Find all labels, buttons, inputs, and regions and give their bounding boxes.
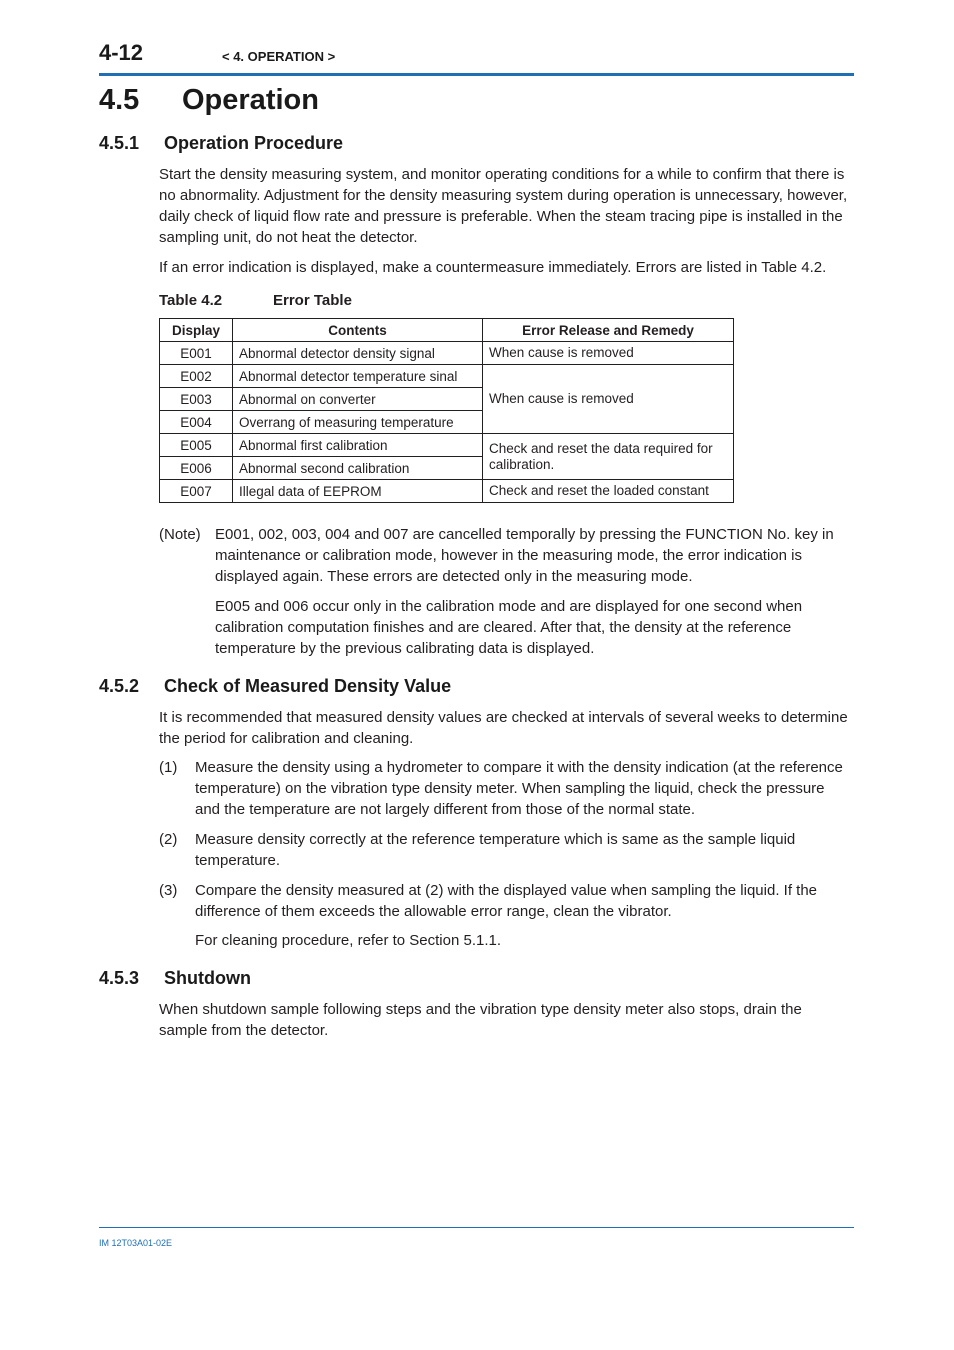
error-table: [159, 318, 734, 503]
paragraph-check-intro: It is recommended that measured density values are checked at intervals of several weeks to determine the period for calibration and cleaning.: [159, 709, 848, 747]
error-remedy: Check and reset the data required for calibration.: [483, 434, 734, 480]
section-title-text: Operation: [182, 84, 319, 116]
note-paragraph-1: E001, 002, 003, 004 and 007 are cancelled temporally by pressing the FUNCTION No. key in maintenance or calibration mode, however in the measuring mode, the error indication is displayed again. These errors are detected only in the measuring mode.: [215, 526, 834, 585]
error-remedy: Check and reset the loaded constant: [483, 480, 734, 503]
error-code: E006: [160, 457, 233, 480]
note-paragraph-2: E005 and 006 occur only in the calibration mode and are displayed for one second when calibration computation finishes and are cleared. After that, the density at the reference temperature by the previous calibrating data is displayed.: [215, 598, 803, 657]
subsection-number: 4.5.2: [99, 676, 140, 696]
list-item: Compare the density measured at (2) with the displayed value when sampling the liquid. If the difference of them exceeds the allowable error range, clean the vibrator.: [195, 882, 818, 920]
error-contents: Abnormal on converter: [233, 388, 483, 411]
table-row: [160, 365, 734, 388]
error-remedy: When cause is removed: [483, 342, 734, 365]
error-remedy: When cause is removed: [483, 365, 734, 434]
table-caption: [159, 292, 352, 309]
cleaning-reference: For cleaning procedure, refer to Section 5.1.1.: [195, 932, 502, 949]
footer-rule: [99, 1227, 854, 1228]
subsection-number: 4.5.3: [99, 968, 140, 988]
paragraph-shutdown: When shutdown sample following steps and the vibration type density meter also stops, drain the sample from the detector.: [159, 1001, 802, 1039]
list-item-number: (1): [159, 759, 178, 776]
error-contents: Overrang of measuring temperature: [233, 411, 483, 434]
note-label: (Note): [159, 526, 201, 543]
table-title: Error Table: [273, 292, 352, 309]
paragraph-error-reference: If an error indication is displayed, make a countermeasure immediately. Errors are listed in Table 4.2.: [159, 259, 827, 276]
page-number: 4-12: [99, 40, 144, 65]
subsection-title: Check of Measured Density Value: [164, 676, 452, 696]
header-display: Display: [160, 319, 233, 342]
error-contents: Abnormal first calibration: [233, 434, 483, 457]
list-item: Measure the density using a hydrometer to compare it with the density indication (at the reference temperature) on the vibration type density meter. When sampling the liquid, check the pressure and the temperature are not largely different from those of the normal state.: [195, 759, 843, 818]
error-code: E007: [160, 480, 233, 503]
subsection-title: Shutdown: [164, 968, 251, 988]
header-remedy: Error Release and Remedy: [483, 319, 734, 342]
subsection-heading-check-density: [99, 676, 451, 697]
header-rule: [99, 73, 854, 76]
error-contents: Abnormal detector density signal: [233, 342, 483, 365]
chapter-heading: < 4. OPERATION >: [222, 49, 336, 64]
subsection-number: 4.5.1: [99, 133, 140, 153]
subsection-heading-operation-procedure: [99, 133, 343, 154]
list-item-number: (2): [159, 831, 178, 848]
document-id: IM 12T03A01-02E: [99, 1238, 173, 1248]
error-code: E001: [160, 342, 233, 365]
table-row: [160, 480, 734, 503]
error-code: E002: [160, 365, 233, 388]
table-header-row: [160, 319, 734, 342]
error-contents: Illegal data of EEPROM: [233, 480, 483, 503]
list-item-number: (3): [159, 882, 178, 899]
header-contents: Contents: [233, 319, 483, 342]
section-number: 4.5: [99, 84, 140, 116]
table-row: [160, 434, 734, 457]
error-code: E005: [160, 434, 233, 457]
error-code: E003: [160, 388, 233, 411]
list-item: Measure density correctly at the reference temperature which is same as the sample liquid temperature.: [195, 831, 796, 869]
subsection-title: Operation Procedure: [164, 133, 344, 153]
error-code: E004: [160, 411, 233, 434]
subsection-heading-shutdown: [99, 968, 251, 989]
error-contents: Abnormal detector temperature sinal: [233, 365, 483, 388]
error-contents: Abnormal second calibration: [233, 457, 483, 480]
section-title: [99, 84, 319, 117]
paragraph-operation-intro: Start the density measuring system, and monitor operating conditions for a while to confirm that there is no abnormality. Adjustment for the density measuring system during operation is unnecessary, however, daily check of liquid flow rate and pressure is preferable. When the steam tracing pipe is installed in the sampling unit, do not heat the detector.: [159, 166, 848, 246]
table-label: Table 4.2: [159, 292, 223, 309]
table-row: [160, 342, 734, 365]
